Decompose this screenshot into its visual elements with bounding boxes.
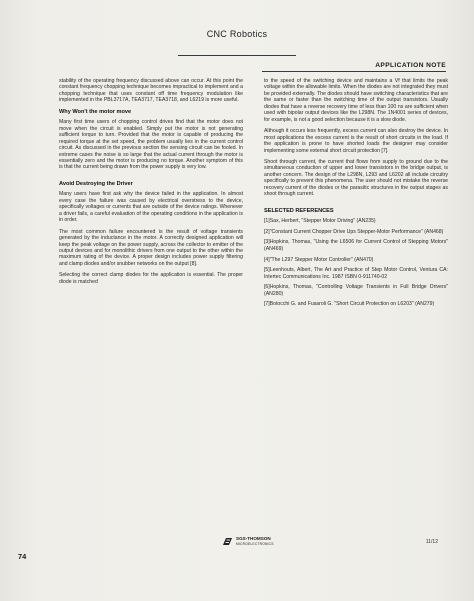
reference-item: [7]Botocchi G. and Fusaroli G. "Short Circuit Protection on L6203" (AN279) [264,301,435,308]
company-logo [222,537,274,547]
section-heading: Why Won't the motor move [59,108,132,115]
reference-item: [3]Hopkins, Thomas, "Using the L6506 for Current Control of Stepping Motors" (AN469) [264,239,448,252]
paragraph: The most common failure encountered is the result of voltage transients generated by the inductance in the motor. A correctly designed application will keep the peak voltage on the power supply, across the collector to emitter of the output devices and for monolithic drivers from one output to the other within the maximum rating of the device. A proper design includes power supply filtering and clamp diodes and/or snubber networks on the output [8]. [59,228,243,267]
reference-item: [4]"The L297 Stepper Motor Controller" (AN470) [264,256,374,263]
left-column [59,78,243,290]
page-header-title: CNC Robotics [206,29,268,39]
page-reference: 11/12 [425,539,438,545]
references-list [264,218,448,308]
logo-subtitle: MICROELECTRONICS [236,541,274,546]
section-heading: Avoid Destroying the Driver [59,180,133,187]
references-heading: SELECTED REFERENCES [264,207,334,214]
paragraph: Although it occurs less frequently, excess current can also destroy the device. In most applications the excess current is the result of short circuits in the load. If the application is prone to have shorted loads the designer may consider implementing some external short circuit protection [7]. [264,128,448,154]
page-number: 74 [18,552,27,561]
header-rule [178,55,296,56]
paragraph: stability of the operating frequency discussed above can occur. At this point the constant frequency chopping technique becomes impractical to implement and a chopping technique that uses constant off time frequency modulation like implemented in the PBL3717A, TEA3717, TEA3718, and L6219 is more useful. [59,78,243,104]
reference-item: [6]Hopkins, Thomas, "Controlling Voltage Transients in Full Bridge Drivers" (AN280) [264,284,448,297]
paragraph: Many users have first ask why the device failed in the application. In almost every case the failure was caused by electrical overstress to the device, specifically voltages or currents that are outside of the device ratings. Whenever a driver fails, a careful evaluation of the operating conditions in the application is in order. [59,191,243,224]
reference-item: [1]Sax, Herbert, "Stepper Motor Driving" (AN235) [264,218,376,225]
logo-text [236,537,274,547]
paragraph: Selecting the correct clamp diodes for the application is essential. The proper diode is matched [59,272,243,285]
logo-name: SGS-THOMSON [236,536,271,541]
reference-item: [2]"Constant Current Chopper Drive Ups Stepper-Motor Performance" (AN468) [264,228,444,235]
section-rule [262,71,446,72]
section-label: APPLICATION NOTE [375,62,446,69]
paragraph: Shoot through current, the current that flows from supply to ground due to the simultaneous conduction of upper and lower transistors in the bridge output, is another concern. The design of the L298N, L293 and L6202 all include circuitry specifically to prevent this phenomena. The user should not mistake the reverse recovery current of the diodes or the parasitic structures in the output stages as shoot through current. [264,158,448,198]
st-logo-icon [222,537,233,546]
right-column [264,78,448,312]
paragraph: to the speed of the switching device and maintains a Vf that limits the peak voltage within the allowable limits. When the diodes are not integrated they must be provided externally. The diodes should have switching characteristics that are the same or faster than the switching time of the output transistors. Usually diodes that have a reverse recovery time of less than 100 ns are sufficient when used with bipolar output devices like the L298N. The 1N4001 series of devices, for example, is not a good selection because it is a slow diode. [264,78,448,123]
paragraph: Many first time users of chopping control drives find that the motor does not move when the circuit is enabled. Simply put the motor is not generating sufficient torque to turn. Provided that the motor is capable of producing the required torque at the set speed, the problem usually lies in the current control circuit. As discussed in the previous section the sensing circuit can be fooled. In extreme cases the noise is so large that the actual current through the motor is essentially zero and the motor is producing no torque. Another symptom of this is that the current being drawn from the power supply is very low. [59,119,243,171]
reference-item: [5]Leenhouts, Albert, The Art and Practice of Step Motor Control, Ventura CA: Intertec Communications Inc. 1987 ISBN 0-911740-02 [264,267,448,280]
